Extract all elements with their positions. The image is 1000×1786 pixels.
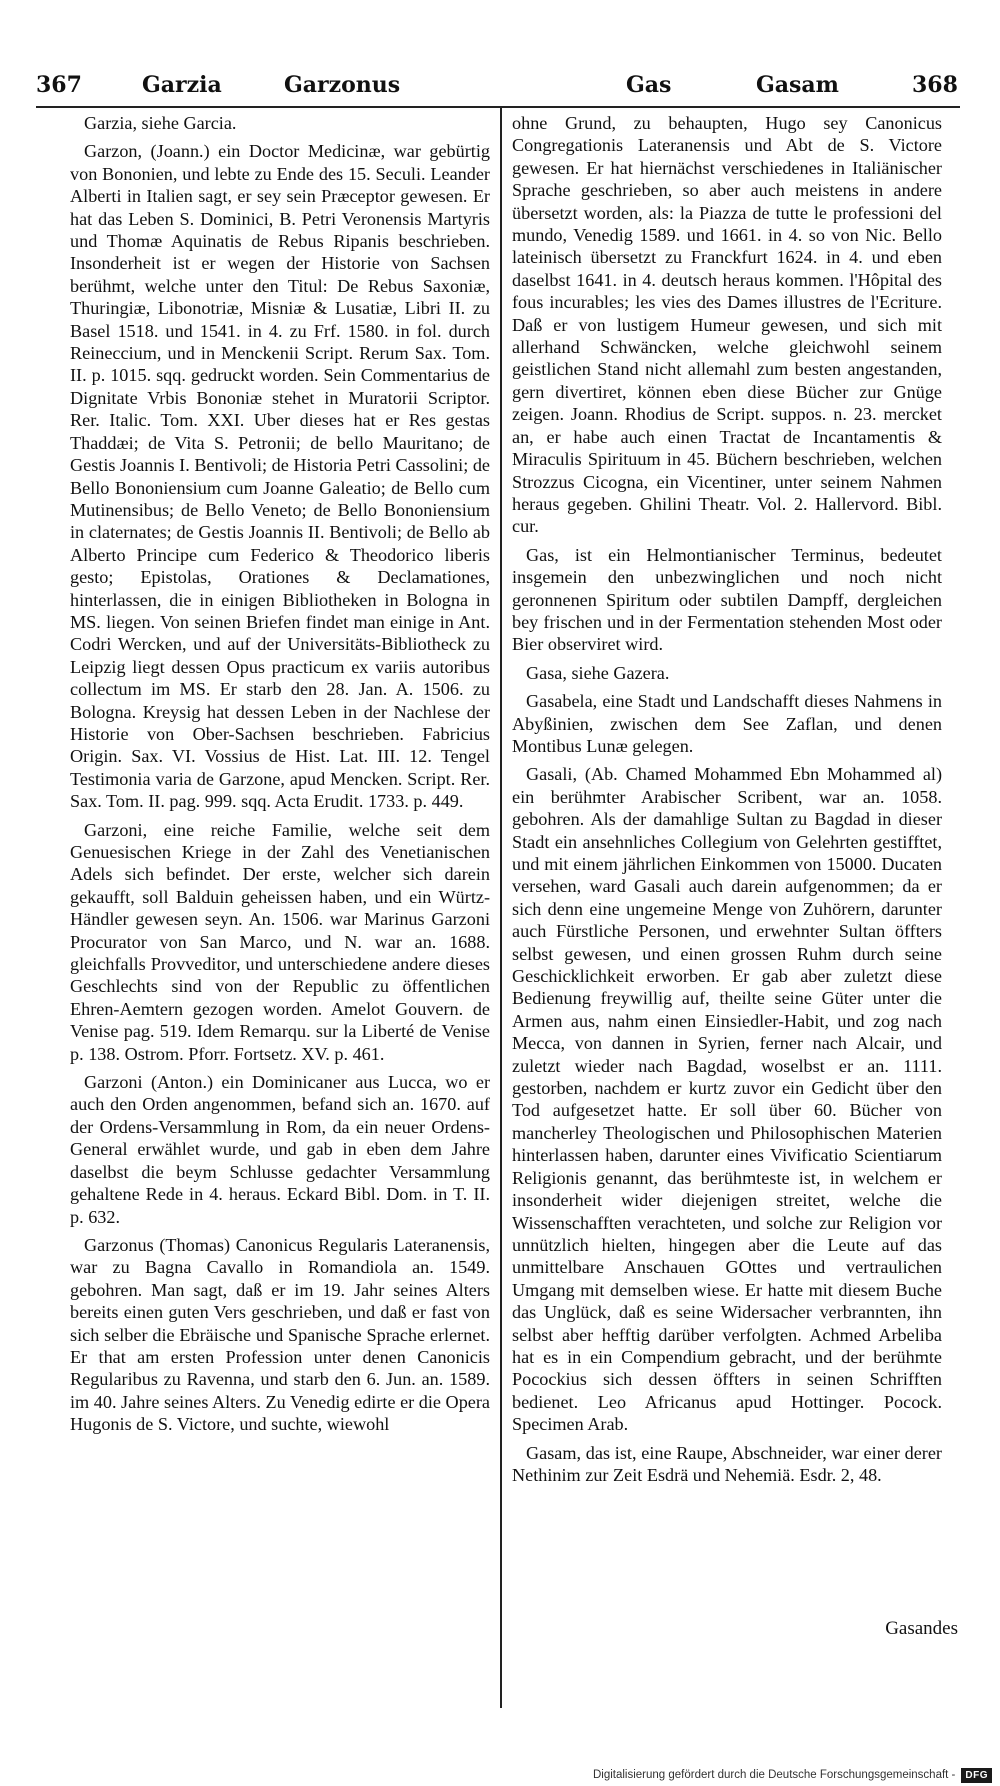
- entry-paragraph: Garzon, (Joann.) ein Doctor Medicinæ, war gebürtig von Bononien, und lebte zu Ende des 15. Seculi. Leander Alberti in Italien sagt, er sey sein Præceptor gewesen. Er hat das Leben S. Dominici, B. Petri Veronensis Martyris und Thomæ Aquinatis de Rebus Ripanis beschrieben. Insonderheit ist er wegen der Historie von Sachsen berühmt, welche unter den Titul: De Rebus Saxoniæ, Thuringiæ, Libonotriæ, Misniæ & Lusatiæ, Libri II. zu Basel 1518. und 1541. in 4. zu Frf. 1580. in fol. durch Reineccium, und in Menckenii Script. Rerum Sax. Tom. II. p. 1015. sqq. gedruckt worden. Sein Commentarius de Dignitate Vrbis Bononiæ stehet in Muratorii Scriptor. Rer. Italic. Tom. XXI. Uber dieses hat er Res gestas Thaddæi; de Vita S. Petronii; de bello Mauritano; de Gestis Joannis I. Bentivoli; de Historia Petri Cassolini; de Bello Bononiensium cum Joanne Galeatio; de Bello cum Mutinensibus; de Bello Veneto; de Bello Bononiensium in claternates; de Gestis Joannis II. Bentivoli; de Bello ab Alberto Principe cum Federico & Theodorico liberis gesto; Epistolas, Orationes & Declamationes, hinterlassen, die in einigen Bibliotheken in Bologna in MS. liegen. Von seinen Briefen findet man einige in Ant. Codri Wercken, und auf der Universitäts-Bibliotheck zu Leipzig liegt dessen Opus practicum ex variis autoribus collectum im MS. Er starb den 28. Jan. A. 1506. zu Bologna. Kreysig hat dessen Leben in der Nachlese der Historie von Ober-Sachsen beschrieben. Fabricius Origin. Sax. VI. Vossius de Hist. Lat. III. 12. Tengel Testimonia varia de Garzone, apud Mencken. Script. Rer. Sax. Tom. II. pag. 999. sqq. Acta Erudit. 1733. p. 449.: [70, 141, 490, 812]
- page-number-left: 367: [36, 72, 82, 98]
- right-column: [512, 112, 942, 1742]
- dfg-logo-icon: DFG: [961, 1768, 992, 1783]
- entry-paragraph: Garzoni (Anton.) ein Dominicaner aus Lucca, wo er auch den Orden angenommen, befand sich an. 1670. auf der Ordens-Versammlung in Rom, da ein neuer Ordens-General erwählet wurde, und gab in eben dem Jahre daselbst die beym Schlusse gedachter Versammlung gehaltene Rede in 4. heraus. Eckard Bibl. Dom. in T. II. p. 632.: [70, 1072, 490, 1227]
- header-keyword-left-2: Garzonus: [284, 72, 401, 98]
- running-header: [36, 72, 956, 106]
- page-number-right: 368: [912, 72, 958, 98]
- entry-paragraph: Gasa, siehe Gazera.: [526, 662, 670, 683]
- entry-paragraph: Gas, ist ein Helmontianischer Terminus, bedeutet insgemein den unbezwinglichen und noch nicht geronnenen Spiritum oder subtilen Dampff, dergleichen bey frischen und in der Fermentation stehenden Most oder Bier observiret wird.: [512, 544, 942, 655]
- header-rule: [36, 106, 960, 108]
- entry-paragraph: Gasam, das ist, eine Raupe, Abschneider, war einer derer Nethinim zur Zeit Esdrä und Nehemiä. Esdr. 2, 48.: [512, 1442, 942, 1485]
- catchword: Gasandes: [885, 1618, 958, 1639]
- entry-paragraph: Gasabela, eine Stadt und Landschafft dieses Nahmens in Abyßinien, zwischen dem See Zaflan, und denen Montibus Lunæ gelegen.: [512, 691, 942, 756]
- footer-text: Digitalisierung gefördert durch die Deutsche Forschungsgemeinschaft -: [592, 1769, 956, 1781]
- entry-paragraph: Garzonus (Thomas) Canonicus Regularis Lateranensis, war zu Bagna Cavallo in Romandiola an. 1549. gebohren. Man sagt, daß er im 19. Jahr seines Alters bereits einen guten Vers geschrieben, und daß er fast von sich selber die Ebräische und Spanische Sprache erlernet. Er that am ersten Profession unter denen Canonicis Regularibus zu Ravenna, und starb den 6. Jun. an. 1589. im 40. Jahre seines Alters. Zu Venedig edirte er die Opera Hugonis de S. Victore, und suchte, wiewohl: [70, 1234, 490, 1435]
- header-keyword-left-1: Garzia: [142, 72, 222, 98]
- entry-paragraph: Garzia, siehe Garcia.: [84, 113, 237, 133]
- left-column: [70, 112, 490, 1712]
- entry-paragraph: Gasali, (Ab. Chamed Mohammed Ebn Mohammed al) ein berühmter Arabischer Scribent, war an. 1058. gebohren. Als der damahlige Sultan zu Bagdad in dieser Stadt ein ansehnliches Collegium von Gelehrten gestifftet, und mit einem jährlichen Einkommen von 15000. Ducaten versehen, ward Gasali auch darein aufgenommen; da er sich denn eine ungemeine Menge von Zuhörern, darunter auch Fürstliche Personen, und erwehnter Sultan öffters selbst gewesen, und einen grossen Ruhm durch seine Geschicklichkeit erworben. Er gab aber zuletzt diese Bedienung freywillig auf, theilte seine Güter unter die Armen aus, nahm einen Einsiedler-Habit, und zog nach Mecca, von dannen in Syrien, ferner nach Alcair, und zuletzt wieder nach Bagdad, woselbst er an. 1111. gestorben, nachdem er kurtz zuvor ein Gedicht über den Tod aufgesetzet hatte. Er soll über 60. Bücher von mancherley Theologischen und Philosophischen Materien hinterlassen haben, darunter eines Vivificatio Scientiarum Religionis genannt, das berühmteste ist, in welchem er insonderheit wider diejenigen streitet, welche die Wissenschafften verachteten, und solche zur Religion vor unnützlich hielten, hingegen aber die Leute auf das unmittelbare Anschauen GOttes und vertraulichen Umgang mit demselben wiese. Er hatte mit diesem Buche das Unglück, daß es seine Widersacher verbrannten, ihn selbst aber hefftig darüber verfolgten. Achmed Arbeliba hat es in ein Compendium gebracht, und der berühmte Pocockius sich dessen öffters in seinen Schrifften bedienet. Leo Africanus apud Hottinger. Pocock. Specimen Arab.: [512, 764, 942, 1435]
- column-divider: [500, 108, 502, 1708]
- header-keyword-right-1: Gas: [626, 72, 672, 98]
- entry-paragraph: Garzoni, eine reiche Familie, welche seit dem Genuesischen Kriege in der Zahl des Venetianischen Adels sich befindet. Der erste, welcher sich darein gekaufft, soll Balduin geheissen haben, und ein Würtz-Händler gewesen seyn. An. 1506. war Marinus Garzoni Procurator von San Marco, und N. war an. 1688. gleichfalls Provveditor, und unterschiedene andere dieses Geschlechts sind von der Republic zu öffentlichen Ehren-Aemtern gezogen worden. Amelot Gouvern. de Venise pag. 519. Idem Remarqu. sur la Liberté de Venise p. 138. Ostrom. Pforr. Fortsetz. XV. p. 461.: [70, 819, 490, 1064]
- entry-paragraph: ohne Grund, zu behaupten, Hugo sey Canonicus Congregationis Lateranensis und Abt de S. Victore gewesen. Er hat hiernächst verschiedenes in Italiänischer Sprache geschrieben, so aber auch meistens in andere übersetzt worden, als: la Piazza de tutte le professioni del mundo, Venedig 1589. und 1661. in 4. so von Nic. Bello lateinisch übersetzt zu Franckfurt 1624. in 4. und eben daselbst 1641. in 4. deutsch heraus kommen. l'Hôpital des fous incurables; les vies des Dames illustres de l'Ecriture. Daß er von lustigem Humeur gewesen, und sich mit allerhand Schwäncken, welche gleichwohl seinem geistlichen Stand nicht allemahl zum besten angestanden, gern divertiret, können eben diese Bücher zur Gnüge zeigen. Joann. Rhodius de Script. suppos. n. 23. mercket an, er habe auch einen Tractat de Incantamentis & Miraculis Spirituum in 45. Büchern beschrieben, welchen Strozzus Cicogna, ein Vicentiner, unter seinem Nahmen heraus gegeben. Ghilini Theatr. Vol. 2. Hallervord. Bibl. cur.: [512, 113, 942, 537]
- digitization-footer: [593, 1764, 992, 1786]
- header-keyword-right-2: Gasam: [756, 72, 839, 98]
